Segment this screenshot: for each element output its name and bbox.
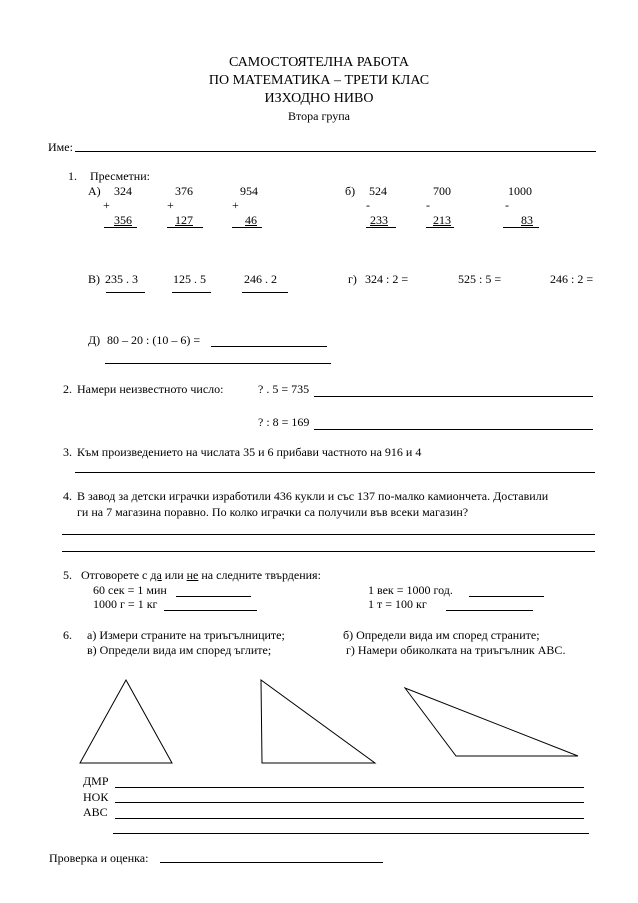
task5-or: или <box>161 568 187 582</box>
task1-b-c2-op: - <box>426 198 430 212</box>
task6-line-dmr[interactable] <box>115 787 584 788</box>
task3-text: Към произведението на числата 35 и 6 прибави частното на 916 и 4 <box>77 445 422 459</box>
task1-b-c1-top: 524 <box>369 184 387 198</box>
task2-text: Намери неизвестното число: <box>77 382 224 396</box>
task1-title: Пресметни: <box>90 169 150 183</box>
title-line-2: ПО МАТЕМАТИКА – ТРЕТИ КЛАС <box>208 73 430 88</box>
task1-b-label: б) <box>345 184 356 198</box>
task1-v-item3: 246 . 2 <box>244 272 277 286</box>
task5-statement2: 1 век = 1000 год. <box>368 583 453 597</box>
task1-a-c3-op: + <box>232 198 239 212</box>
task6-label-nok: НОК <box>83 790 109 804</box>
name-label: Име: <box>48 140 73 154</box>
task6-b: б) Определи вида им според страните; <box>343 628 540 642</box>
task1-a-c3-top: 954 <box>240 184 258 198</box>
task1-b-c1-op: - <box>366 198 370 212</box>
task6-line-extra[interactable] <box>113 833 589 834</box>
task5-number: 5. <box>63 568 72 582</box>
task1-a-label: А) <box>88 184 101 198</box>
task4-line1: В завод за детски играчки изработили 436 кукли и със 137 по-малко камиончета. Доставили <box>77 489 549 503</box>
task5-statement3: 1000 г = 1 кг <box>93 597 158 611</box>
triangle-abc <box>405 688 578 756</box>
check-label: Проверка и оценка: <box>49 851 149 865</box>
task1-d-label: Д) <box>88 333 101 347</box>
task1-g-label: г) <box>348 272 357 286</box>
task1-a-c2-top: 376 <box>175 184 193 198</box>
check-answer-line[interactable] <box>160 862 383 863</box>
task1-a-c1-top: 324 <box>114 184 132 198</box>
task1-g-item1: 324 : 2 = <box>365 272 409 286</box>
task1-b-c2-bottom: 213 <box>433 213 451 227</box>
task1-a-c1-bottom: 356 <box>114 213 132 227</box>
task1-g-item2: 525 : 5 = <box>458 272 502 286</box>
task3-number: 3. <box>63 445 72 459</box>
task4-number: 4. <box>63 489 72 503</box>
task1-d-expression: 80 – 20 : (10 – 6) = <box>107 333 201 347</box>
task2-number: 2. <box>63 382 72 396</box>
task1-a-c2-bottom: 127 <box>175 213 193 227</box>
task5-statement4: 1 т = 100 кг <box>368 597 427 611</box>
task1-number: 1. <box>68 169 77 183</box>
task6-label-dmr: ДМР <box>83 774 109 788</box>
task6-line-abc[interactable] <box>115 818 584 819</box>
task1-b-c3-bottom: 83 <box>521 213 533 227</box>
task6-number: 6. <box>63 628 72 642</box>
task5-intro-pre: Отговорете с <box>81 568 151 582</box>
task1-b-c2-top: 700 <box>433 184 451 198</box>
task2-eq2: ? : 8 = 169 <box>258 415 310 429</box>
task6-a: а) Измери страните на триъгълниците; <box>87 628 285 642</box>
task5-statement1: 60 сек = 1 мин <box>93 583 167 597</box>
task1-b-c1-bottom: 233 <box>370 213 388 227</box>
task1-a-c3-bottom: 46 <box>245 213 257 227</box>
task2-eq1: ? . 5 = 735 <box>258 382 310 396</box>
task6-label-abc: АВС <box>83 805 108 819</box>
task5-yes: да <box>150 568 162 582</box>
task1-b-c3-top: 1000 <box>508 184 532 198</box>
group-label: Втора група <box>288 109 350 123</box>
triangle-nok <box>261 680 375 763</box>
task1-b-c3-op: - <box>505 198 509 212</box>
task5-no: не <box>186 568 199 582</box>
task4-line2: ги на 7 магазина поравно. По колко играчки са получили във всеки магазин? <box>77 505 469 519</box>
task1-a-c2-op: + <box>167 198 174 212</box>
task6-v: в) Определи вида им според ъглите; <box>87 643 272 657</box>
title-line-3: ИЗХОДНО НИВО <box>264 91 374 106</box>
task6-line-nok[interactable] <box>115 802 584 803</box>
task6-g: г) Намери обиколката на триъгълник АВС. <box>346 643 566 657</box>
task1-g-item3: 246 : 2 = <box>550 272 594 286</box>
triangle-dmr <box>80 680 172 763</box>
task1-v-item2: 125 . 5 <box>173 272 206 286</box>
task1-v-item1: 235 . 3 <box>105 272 138 286</box>
task5-intro-post: на следните твърдения: <box>198 568 321 582</box>
task1-v-label: В) <box>88 272 100 286</box>
title-line-1: САМОСТОЯТЕЛНА РАБОТА <box>229 55 409 70</box>
task1-a-c1-op: + <box>103 198 110 212</box>
